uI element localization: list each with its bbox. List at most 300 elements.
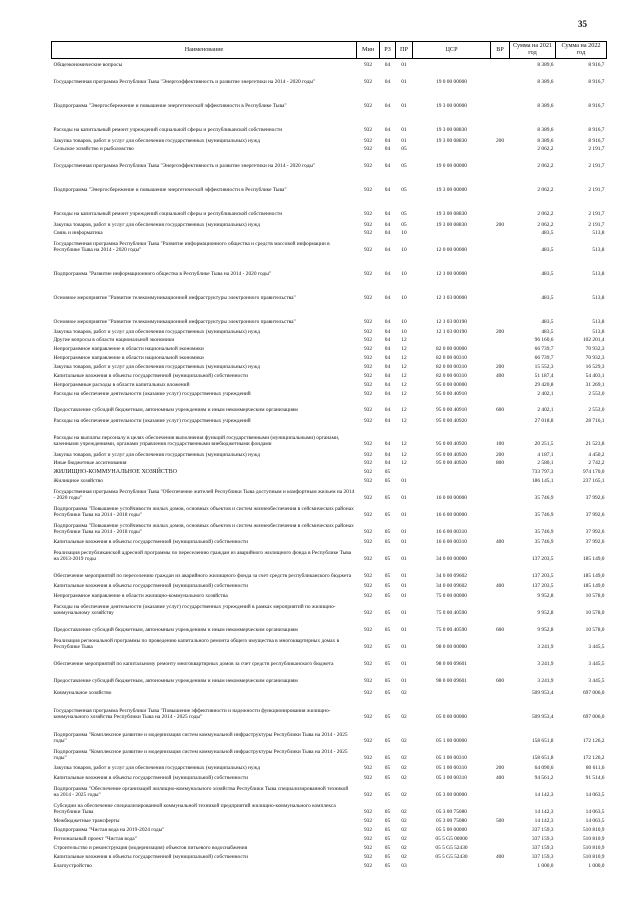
row-section: 04	[384, 451, 391, 458]
row-sum-2021: 483,5	[541, 318, 554, 325]
table-row	[52, 852, 607, 861]
row-sum-2021: 8 389,6	[537, 126, 554, 133]
row-sum-2022: 3 445,5	[588, 677, 605, 684]
row-subsection: 02	[401, 791, 407, 798]
row-name: Подпрограмма "Развитие информационного общества в Республике Тыва на 2014 - 2020 годы"	[53, 270, 272, 277]
row-sum-2022: 2 191,7	[588, 145, 605, 152]
row-sum-2021: 2 062,2	[537, 210, 554, 217]
row-expense-type	[491, 380, 510, 389]
row-subsection: 01	[401, 582, 407, 589]
row-section: 05	[384, 609, 391, 616]
row-target-item: 12 1 00 00000	[436, 270, 467, 277]
row-section: 04	[384, 336, 391, 343]
row-expense-type	[491, 519, 510, 536]
row-ministry: 932	[363, 477, 373, 484]
table-row	[52, 816, 607, 825]
row-section: 04	[384, 354, 391, 361]
row-sum-2022: 185 149,0	[582, 555, 605, 562]
row-ministry: 932	[363, 853, 373, 860]
row-expense-type	[491, 651, 510, 668]
row-subsection: 12	[401, 390, 407, 397]
table-row	[52, 170, 607, 194]
row-ministry: 932	[363, 774, 373, 781]
row-ministry: 932	[363, 318, 373, 325]
table-row	[52, 371, 607, 380]
row-subsection: 05	[401, 210, 407, 217]
row-name: Реализация республиканской адресной программы по переселению граждан из аварийного жилищного фонда в Республике Тыва на 2013-2019 годы	[53, 549, 352, 562]
row-section: 04	[384, 246, 391, 253]
row-expense-type	[491, 86, 510, 110]
row-expense-type	[491, 194, 510, 218]
row-expense-type	[491, 145, 510, 153]
row-sum-2022: 8 916,7	[588, 126, 605, 133]
row-sum-2022: 513,8	[592, 229, 605, 236]
row-sum-2021: 64 090,6	[534, 764, 554, 771]
row-ministry: 932	[363, 737, 373, 744]
row-name: Субсидии на обеспечение специализированной коммунальной техникой предприятий жилищно-коммунального комплекса Республики Тыва	[53, 802, 336, 815]
row-sum-2022: 237 165,1	[582, 477, 605, 484]
row-section: 04	[384, 210, 391, 217]
row-section: 05	[384, 808, 391, 815]
row-ministry: 932	[363, 372, 373, 379]
row-section: 04	[384, 126, 391, 133]
table-row	[52, 563, 607, 580]
row-target-item: 05 5 G5 52430	[435, 853, 468, 860]
row-name: Закупка товаров, работ и услуг для обеспечения государственных (муниципальных) нужд	[53, 328, 261, 335]
table-row	[52, 194, 607, 218]
row-target-item: 95 0 00 00000	[436, 381, 467, 388]
row-subsection: 12	[401, 345, 407, 352]
row-name: Другие вопросы в области национальной экономики	[53, 336, 175, 343]
row-section: 04	[384, 102, 391, 109]
row-section: 04	[384, 137, 391, 144]
row-name: Расходы на капитальный ремонт учреждений социальной сферы и республиканской собственности	[53, 126, 283, 133]
row-sum-2022: 172 126,2	[582, 737, 605, 744]
row-target-item: 12 1 03 00190	[436, 328, 467, 335]
row-subsection: 01	[401, 660, 407, 667]
row-target-item: 16 6 00 00000	[436, 511, 467, 518]
row-ministry: 932	[363, 677, 373, 684]
row-target-item: 98 0 00 09601	[436, 660, 467, 667]
row-name: Расходы на капитальный ремонт учреждений социальной сферы и республиканской собственности	[53, 210, 283, 217]
row-sum-2021: 137 203,5	[531, 582, 554, 589]
row-subsection: 12	[401, 354, 407, 361]
row-section: 05	[384, 555, 391, 562]
row-subsection: 01	[401, 477, 407, 484]
table-row	[52, 467, 607, 476]
row-target-item: 34 0 00 09602	[436, 582, 467, 589]
table-row	[52, 326, 607, 336]
row-sum-2021: 137 203,5	[531, 572, 554, 579]
row-name: Обеспечение мероприятий по переселению граждан из аварийного жилищного фонда за счет средств республиканского бюджета	[53, 572, 352, 579]
row-target-item: 95 0 00 40910	[436, 390, 467, 397]
row-sum-2021: 8 389,6	[537, 137, 554, 144]
row-subsection: 01	[401, 61, 407, 68]
row-section: 05	[384, 791, 391, 798]
row-target-item: 82 0 00 00310	[436, 372, 467, 379]
row-section: 05	[384, 862, 391, 869]
row-target-item: 75 0 00 40590	[436, 609, 467, 616]
row-name: Предоставление субсидий бюджетным, автономным учреждениям и иным некоммерческим организациям	[53, 677, 298, 684]
row-subsection: 02	[401, 826, 407, 833]
row-expense-type: 400	[495, 853, 505, 860]
row-name: Расходы на обеспечение деятельности (оказание услуг) государственных учреждений в рамках мероприятий по жилищно-коммунальному хозяйству	[53, 603, 336, 616]
row-section: 04	[384, 145, 391, 152]
row-sum-2021: 14 142,3	[534, 808, 554, 815]
row-expense-type: 400	[495, 774, 505, 781]
table-row	[52, 651, 607, 668]
row-sum-2022: 10 578,0	[585, 626, 605, 633]
row-subsection: 10	[401, 270, 407, 277]
table-row	[52, 502, 607, 519]
row-target-item: 16 0 00 00000	[436, 494, 467, 501]
row-subsection: 10	[401, 246, 407, 253]
row-section: 05	[384, 660, 391, 667]
row-section: 05	[384, 582, 391, 589]
row-sum-2021: 20 251,5	[534, 440, 554, 447]
row-sum-2022: 2 191,7	[588, 221, 605, 228]
row-ministry: 932	[363, 390, 373, 397]
row-ministry: 932	[363, 246, 373, 253]
row-sum-2021: 35 746,9	[534, 494, 554, 501]
row-section: 05	[384, 817, 391, 824]
row-expense-type	[491, 467, 510, 476]
row-sum-2022: 513,8	[592, 318, 605, 325]
row-expense-type: 200	[495, 328, 505, 335]
row-target-item	[413, 685, 491, 697]
row-ministry: 932	[363, 440, 373, 447]
row-subsection: 01	[401, 677, 407, 684]
row-sum-2022: 2 191,7	[588, 162, 605, 169]
row-ministry: 932	[363, 102, 373, 109]
row-ministry: 932	[363, 592, 373, 599]
row-subsection: 10	[401, 229, 407, 236]
row-expense-type	[491, 302, 510, 326]
row-sum-2021: 483,5	[541, 246, 554, 253]
row-name: Основное мероприятие "Развитие телекоммуникационной инфраструктуры электронного правительства"	[53, 318, 296, 325]
row-sum-2021: 483,5	[541, 294, 554, 301]
row-ministry: 932	[363, 494, 373, 501]
row-section: 04	[384, 328, 391, 335]
row-target-item	[413, 336, 491, 344]
table-row	[52, 218, 607, 229]
table-row	[52, 617, 607, 634]
row-sum-2021: 66 739,7	[534, 354, 554, 361]
row-subsection: 01	[401, 102, 407, 109]
row-section: 04	[384, 221, 391, 228]
row-name: Предоставление субсидий бюджетным, автономным учреждениям и иным некоммерческим организациям	[53, 406, 298, 413]
row-expense-type	[491, 414, 510, 425]
row-sum-2021: 9 952,8	[537, 626, 554, 633]
table-row	[52, 344, 607, 353]
row-subsection: 01	[401, 555, 407, 562]
row-expense-type	[491, 745, 510, 762]
row-sum-2021: 1 000,0	[537, 862, 554, 869]
row-section: 04	[384, 270, 391, 277]
row-name: ЖИЛИЩНО-КОММУНАЛЬНОЕ ХОЗЯЙСТВО	[53, 469, 177, 476]
row-target-item: 19 3 00 08830	[436, 221, 467, 228]
row-target-item: 05 1 00 00310	[436, 754, 467, 761]
table-row	[52, 336, 607, 344]
row-section: 05	[384, 713, 391, 720]
row-target-item: 12 0 00 00000	[436, 246, 467, 253]
table-row	[52, 110, 607, 134]
row-expense-type	[491, 825, 510, 834]
row-ministry: 932	[363, 137, 373, 144]
row-ministry: 932	[363, 229, 373, 236]
row-ministry: 932	[363, 126, 373, 133]
row-sum-2021: 4 187,1	[537, 451, 554, 458]
row-sum-2022: 14 063,5	[585, 808, 605, 815]
row-section: 05	[384, 572, 391, 579]
row-subsection: 05	[401, 145, 407, 152]
row-name: Сельское хозяйство и рыболовство	[53, 145, 134, 152]
row-sum-2022: 4 450,2	[588, 451, 605, 458]
row-expense-type	[491, 782, 510, 799]
row-sum-2021: 158 651,8	[531, 754, 554, 761]
table-row	[52, 685, 607, 697]
row-ministry: 932	[363, 61, 373, 68]
row-sum-2021: 337 159,3	[531, 826, 554, 833]
row-target-item: 05 3 00 75080	[436, 808, 467, 815]
row-expense-type	[491, 353, 510, 362]
table-row	[52, 485, 607, 502]
row-sum-2022: 2 553,0	[588, 390, 605, 397]
row-section: 05	[384, 592, 391, 599]
row-sum-2022: 510 810,9	[582, 853, 605, 860]
table-row	[52, 519, 607, 536]
row-target-item: 05 1 00 00000	[436, 737, 467, 744]
row-sum-2022: 10 578,0	[585, 609, 605, 616]
row-name: Капитальные вложения в объекты государственной (муниципальной) собственности	[53, 538, 248, 545]
budget-table	[51, 41, 607, 870]
row-target-item: 05 1 00 00310	[436, 774, 467, 781]
row-sum-2022: 513,8	[592, 294, 605, 301]
row-target-item: 05 3 00 00000	[436, 791, 467, 798]
row-subsection: 01	[401, 626, 407, 633]
row-name: Связь и информатика	[53, 229, 103, 236]
row-sum-2022: 2 742,2	[588, 459, 605, 466]
table-row	[52, 353, 607, 362]
row-section: 04	[384, 345, 391, 352]
row-sum-2021: 337 159,3	[531, 835, 554, 842]
row-name: Предоставление субсидий бюджетным, автономным учреждениям и иным некоммерческим организациям	[53, 626, 298, 633]
table-row	[52, 414, 607, 425]
row-ministry: 932	[363, 791, 373, 798]
row-name: Капитальные вложения в объекты государственной (муниципальной) собственности	[53, 372, 248, 379]
table-row	[52, 254, 607, 278]
row-name: Расходы на выплаты персоналу в целях обеспечения выполнения функций государственными (муниципальными) органами, казенными учреждениями, органами управления государственными внебюджетными фондами	[53, 434, 340, 447]
row-expense-type	[491, 485, 510, 502]
row-ministry: 932	[363, 582, 373, 589]
row-name: Реализация региональной программы по проведению капитального ремонта общего имущества в многоквартирных домах в Республике Тыва	[53, 637, 340, 650]
row-target-item: 05 3 00 75080	[436, 817, 467, 824]
row-target-item: 82 0 00 00310	[436, 363, 467, 370]
table-row	[52, 825, 607, 834]
row-target-item: 98 0 00 09601	[436, 677, 467, 684]
row-sum-2022: 510 810,9	[582, 844, 605, 851]
row-sum-2021: 51 187,4	[534, 372, 554, 379]
row-subsection: 12	[401, 459, 407, 466]
table-row	[52, 459, 607, 467]
row-target-item: 34 0 00 00000	[436, 555, 467, 562]
row-ministry: 932	[363, 609, 373, 616]
row-section: 05	[384, 844, 391, 851]
row-sum-2022: 513,8	[592, 246, 605, 253]
row-sum-2021: 2 402,1	[537, 406, 554, 413]
table-row	[52, 634, 607, 651]
row-expense-type	[491, 834, 510, 843]
row-target-item	[413, 467, 491, 476]
row-sum-2021: 14 142,3	[534, 817, 554, 824]
row-ministry: 932	[363, 835, 373, 842]
row-ministry: 932	[363, 689, 373, 696]
row-sum-2021: 35 746,9	[534, 511, 554, 518]
row-target-item	[413, 229, 491, 237]
row-expense-type: 400	[495, 538, 505, 545]
row-sum-2021: 35 746,9	[534, 538, 554, 545]
row-expense-type: 200	[495, 137, 505, 144]
row-ministry: 932	[363, 511, 373, 518]
row-ministry: 932	[363, 862, 373, 869]
table-row	[52, 362, 607, 371]
row-name: Расходы на обеспечение деятельности (оказание услуг) государственных учреждений	[53, 417, 251, 424]
row-subsection: 10	[401, 318, 407, 325]
row-ministry: 932	[363, 626, 373, 633]
row-subsection: 02	[401, 764, 407, 771]
row-name: Коммунальное хозяйство	[53, 689, 112, 696]
row-sum-2022: 21 523,8	[585, 440, 605, 447]
row-subsection: 01	[401, 572, 407, 579]
row-target-item: 05 5 G5 52430	[435, 844, 468, 851]
table-row	[52, 745, 607, 762]
table-row	[52, 536, 607, 546]
row-ministry: 932	[363, 844, 373, 851]
row-subsection: 01	[401, 538, 407, 545]
row-sum-2021: 8 389,6	[537, 78, 554, 85]
table-row	[52, 843, 607, 852]
table-row	[52, 425, 607, 448]
row-sum-2021: 337 159,3	[531, 853, 554, 860]
row-ministry: 932	[363, 817, 373, 824]
row-target-item: 82 0 00 00310	[436, 354, 467, 361]
row-sum-2022: 2 191,7	[588, 210, 605, 217]
row-expense-type	[491, 389, 510, 398]
header-expense-type: ВР	[491, 42, 510, 59]
row-target-item: 82 0 00 00000	[436, 345, 467, 352]
row-subsection: 01	[401, 592, 407, 599]
page-number: 35	[578, 19, 587, 29]
table-header-row	[52, 42, 607, 59]
row-sum-2021: 2 062,2	[537, 186, 554, 193]
row-subsection: 02	[401, 774, 407, 781]
row-name: Подпрограмма "Чистая вода на 2019-2024 годы"	[53, 826, 165, 833]
row-section: 04	[384, 186, 391, 193]
row-name: Благоустройство	[53, 862, 92, 869]
table-row	[52, 145, 607, 153]
row-ministry: 932	[363, 210, 373, 217]
header-ministry: Мин	[357, 42, 380, 59]
row-sum-2022: 37 992,6	[585, 528, 605, 535]
row-expense-type	[491, 685, 510, 697]
row-ministry: 932	[363, 528, 373, 535]
header-section: РЗ	[380, 42, 396, 59]
row-expense-type	[491, 69, 510, 86]
row-name: Закупка товаров, работ и услуг для обеспечения государственных (муниципальных) нужд	[53, 451, 261, 458]
row-subsection: 01	[401, 511, 407, 518]
row-ministry: 932	[363, 468, 373, 475]
row-target-item: 75 0 00 00000	[436, 592, 467, 599]
row-target-item: 95 0 00 40920	[436, 459, 467, 466]
header-name: Наименование	[52, 42, 357, 59]
table-row	[52, 389, 607, 398]
row-name: Межбюджетные трансферты	[53, 817, 120, 824]
row-section: 05	[384, 835, 391, 842]
row-expense-type: 200	[495, 764, 505, 771]
row-ministry: 932	[363, 345, 373, 352]
row-sum-2021: 29 420,8	[534, 381, 554, 388]
row-subsection: 05	[401, 162, 407, 169]
row-sum-2021: 2 062,2	[537, 221, 554, 228]
row-sum-2021: 337 159,3	[531, 844, 554, 851]
row-target-item: 75 0 00 40590	[436, 626, 467, 633]
row-target-item: 34 0 00 09602	[436, 572, 467, 579]
row-target-item: 16 6 00 00310	[436, 538, 467, 545]
row-subsection: 12	[401, 363, 407, 370]
row-sum-2022: 1 000,0	[588, 862, 605, 869]
row-ministry: 932	[363, 406, 373, 413]
row-sum-2022: 14 063,5	[585, 791, 605, 798]
row-name: Подпрограмма "Обеспечение организаций жилищно-коммунального хозяйства Республики Тыва специализированной техникой на 2014 - 2025 годы"	[53, 785, 349, 798]
row-name: Основное мероприятие "Развитие телекоммуникационной инфраструктуры электронного правительства"	[53, 294, 296, 301]
row-expense-type	[491, 799, 510, 816]
row-target-item: 19 3 00 08830	[436, 137, 467, 144]
row-sum-2022: 8 916,7	[588, 78, 605, 85]
row-sum-2022: 70 932,3	[585, 354, 605, 361]
row-sum-2022: 28 716,1	[585, 417, 605, 424]
table-row	[52, 861, 607, 870]
row-target-item: 95 0 00 40920	[436, 440, 467, 447]
row-target-item: 95 0 00 40920	[436, 417, 467, 424]
row-sum-2022: 8 916,7	[588, 137, 605, 144]
row-sum-2022: 185 149,0	[582, 582, 605, 589]
row-target-item: 19 3 00 00000	[436, 102, 467, 109]
row-section: 04	[384, 294, 391, 301]
table-row	[52, 782, 607, 799]
row-name: Подпрограмма "Комплексное развитие и модернизация систем коммунальной инфраструктуры Республики Тыва на 2014 - 2025 годы"	[53, 748, 348, 761]
row-subsection: 02	[401, 817, 407, 824]
table-row	[52, 448, 607, 459]
row-name: Государственная программа Республики Тыва "Обеспечение жителей Республики Тыва доступным и комфортным жильем на 2014 - 2020 годы"	[53, 488, 355, 501]
row-sum-2021: 3 241,9	[537, 660, 554, 667]
row-expense-type	[491, 600, 510, 617]
row-subsection: 02	[401, 808, 407, 815]
row-sum-2022: 37 992,6	[585, 538, 605, 545]
row-sum-2021: 2 580,1	[537, 459, 554, 466]
row-subsection: 12	[401, 406, 407, 413]
row-sum-2021: 9 952,8	[537, 609, 554, 616]
row-ministry: 932	[363, 660, 373, 667]
table-row	[52, 380, 607, 389]
row-ministry: 932	[363, 270, 373, 277]
row-subsection: 12	[401, 440, 407, 447]
row-expense-type: 500	[495, 817, 505, 824]
row-section: 05	[384, 511, 391, 518]
row-sum-2022: 80 611,6	[585, 764, 605, 771]
row-section: 05	[384, 494, 391, 501]
row-sum-2022: 8 916,7	[588, 102, 605, 109]
row-sum-2022: 54 403,1	[585, 372, 605, 379]
